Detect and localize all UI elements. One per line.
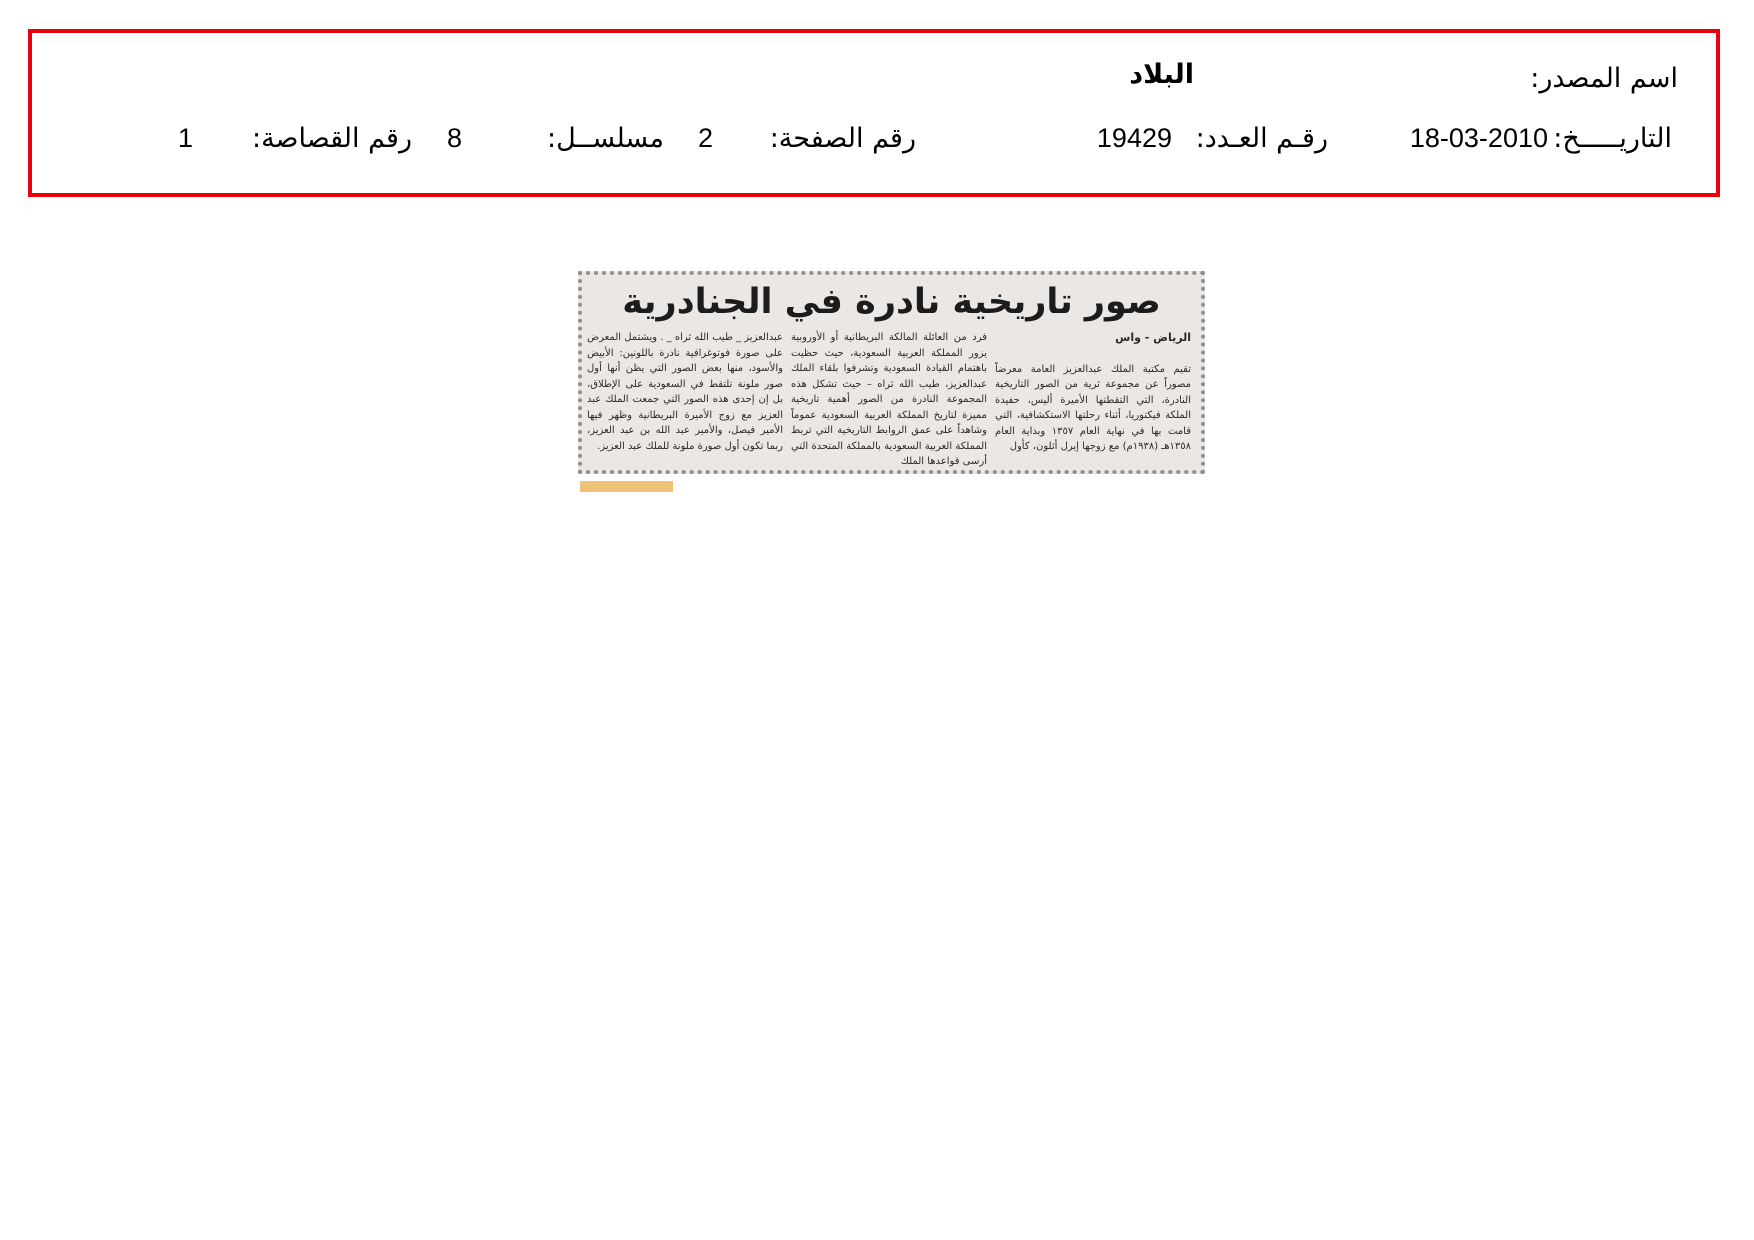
source-value: البلاد [1129, 59, 1194, 90]
serial-label: مسلســل: [547, 123, 664, 154]
article-byline: الرياض - واس [1115, 331, 1191, 344]
source-label: اسم المصدر: [1530, 63, 1678, 94]
issue-value: 19429 [1096, 123, 1172, 153]
clipping-accent-bar [580, 481, 673, 492]
article-headline: صور تاريخية نادرة في الجنادرية [622, 282, 1161, 322]
newspaper-clipping [578, 271, 1205, 474]
date-label: التاريـــــخ: [1553, 123, 1672, 154]
serial-value: 8 [446, 123, 462, 153]
clip-number-label: رقم القصاصة: [251, 123, 412, 154]
article-column-3-text: عبدالعزيز _ طيب الله ثراه _ . ويشتمل المعرض على صورة فوتوغرافية نادرة باللونين: الأبيض والأسود، منها بعض الصور التي يظن أنها أول صور ملونة تلتقط في السعودية على الإطلاق، بل إن إحدى هذه الصور التي جمعت الملك عبد العزيز مع زوج الأميرة البريطانية وظهر فيها الأمير فيصل، والأمير عبد الله بن عبد العزيز، ربما تكون أول صورة ملونة للملك عبد العزيز. [587, 332, 783, 452]
page-label: رقم الصفحة: [769, 123, 916, 154]
clipping-info-box [28, 29, 1720, 197]
article-column-1-text: تقيم مكتبة الملك عبدالعزيز العامة معرضاً مصوراً عن مجموعة ثرية من الصور التاريخية النادرة، التي التقطتها الأميرة أليس، حفيدة الملكة فيكتوريا، أثناء رحلتها الاستكشافية، التي قامت بها في نهاية العام ١٣٥٧ وبداية العام ١٣٥٨هـ (١٩٣٨م) مع زوجها إيرل أثلون، كأول [995, 363, 1191, 452]
article-column-2-text: فرد من العائلة المالكة البريطانية أو الأوروبية يزور المملكة العربية السعودية، حيث حظيت باهتمام القيادة السعودية وتشرفوا بلقاء الملك عبدالعزيز، طيب الله ثراه – حيث تشكل هذه المجموعة النادرة من الصور أهمية تاريخية مميزة لتاريخ المملكة العربية السعودية عموماً وشاهداً على عمق الروابط التاريخية التي تربط المملكة العربية السعودية بالمملكة المتحدة التي أرسى قواعدها الملك [791, 332, 987, 467]
date-value: 18-03-2010 [1409, 123, 1548, 153]
page-value: 2 [697, 123, 713, 153]
clip-number-value: 1 [177, 123, 193, 153]
article-column-3 [587, 330, 783, 454]
article-column-1 [995, 330, 1191, 455]
article-column-2 [791, 330, 987, 470]
issue-label: رقـم العـدد: [1195, 123, 1328, 154]
